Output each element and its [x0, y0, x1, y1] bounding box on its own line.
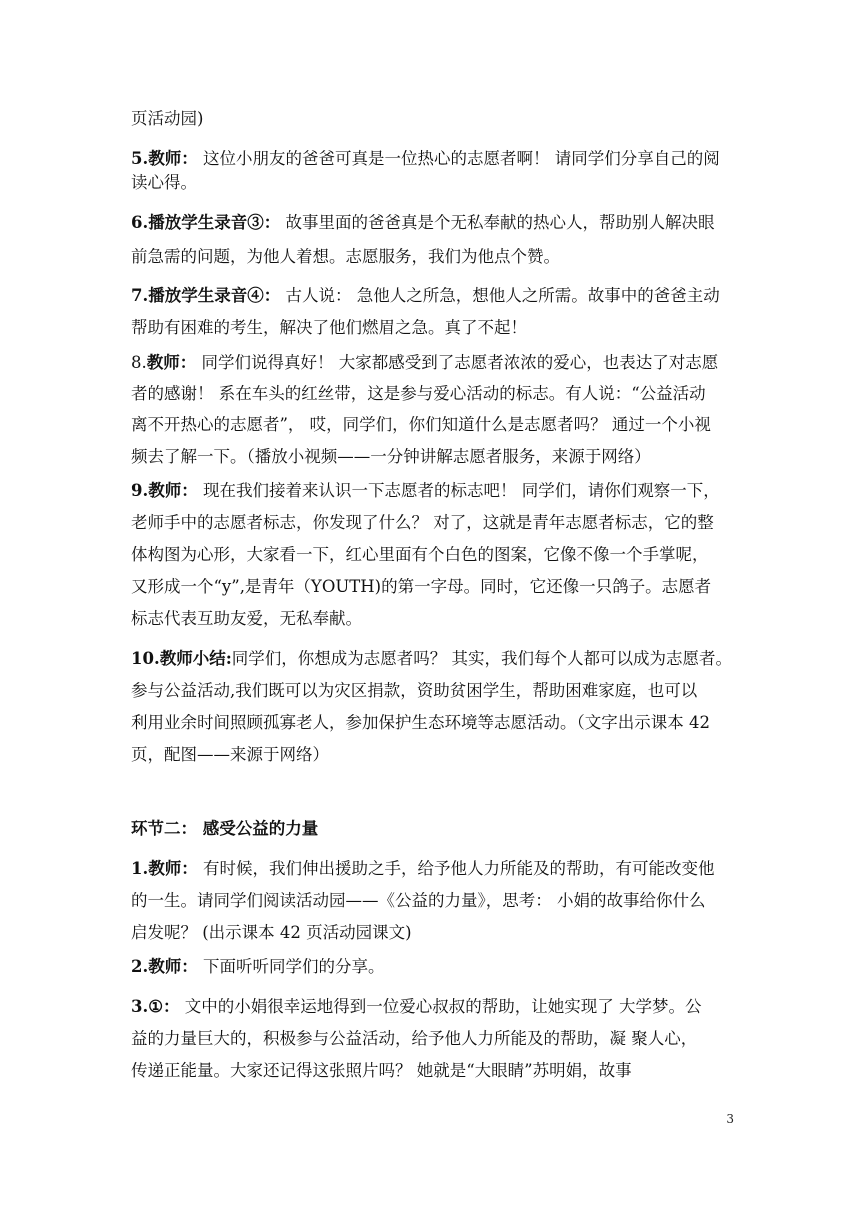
text-span: 老师手中的志愿者标志，你发现了什么？ 对了，这就是青年志愿者标志，它的整 — [131, 513, 714, 532]
text-line — [131, 996, 751, 1018]
text-line — [131, 172, 751, 194]
text-span: 频去了解一下。（播放小视频——一分钟讲解志愿者服务，来源于网络） — [131, 447, 651, 466]
text-line — [131, 680, 751, 702]
text-span: 前急需的问题，为他人着想。志愿服务，我们为他点个赞。 — [131, 247, 560, 266]
text-span: 益的力量巨大的，积极参与公益活动，给予他人力所能及的帮助，凝 聚人心， — [131, 1029, 698, 1048]
bold-label: 5.教师： — [131, 149, 198, 168]
text-span: 有时候，我们伸出援助之手，给予他人力所能及的帮助，有可能改变他 — [197, 859, 715, 878]
text-span: 又形成一个“y”,是青年（YOUTH)的第一字母。同时，它还像一只鸽子。志愿者 — [131, 577, 712, 596]
text-span: 读心得。 — [131, 173, 197, 192]
text-span: 页，配图——来源于网络） — [131, 745, 329, 764]
text-line — [131, 956, 751, 978]
text-span: 故事里面的爸爸真是个无私奉献的热心人，帮助别人解决眼 — [280, 213, 715, 232]
text-span: 8. — [131, 353, 147, 372]
text-span: 页活动园) — [131, 109, 204, 128]
text-span: 这位小朋友的爸爸可真是一位热心的志愿者啊！ 请同学们分享自己的阅 — [197, 149, 720, 168]
bold-label: 9.教师： — [131, 481, 198, 500]
text-line — [131, 148, 751, 170]
bold-label: 6.播放学生录音③： — [131, 213, 281, 232]
text-line — [131, 544, 751, 566]
text-line — [131, 512, 751, 534]
text-line — [131, 712, 751, 734]
text-line — [131, 858, 751, 880]
text-line — [131, 744, 751, 766]
text-span: 帮助有困难的考生，解决了他们燃眉之急。真了不起！ — [131, 318, 527, 337]
text-line — [131, 108, 751, 130]
text-line — [131, 246, 751, 268]
bold-label: 7.播放学生录音④： — [131, 286, 281, 305]
text-span: 同学们，你想成为志愿者吗？ 其实，我们每个人都可以成为志愿者。 — [231, 649, 733, 668]
text-span: 文中的小娟很幸运地得到一位爱心叔叔的帮助，让她实现了 大学梦。公 — [179, 997, 702, 1016]
text-span: 者的感谢！ 系在车头的红丝带，这是参与爱心活动的标志。有人说：“公益活动 — [131, 384, 706, 403]
text-span: 启发呢？ (出示课本 42 页活动园课文) — [131, 923, 412, 942]
text-span: 下面听听同学们的分享。 — [197, 957, 385, 976]
text-line — [131, 446, 751, 468]
bold-label: 10.教师小结: — [131, 649, 232, 668]
bold-label: 教师： — [146, 353, 197, 372]
text-span: 传递正能量。大家还记得这张照片吗？ 她就是“大眼睛”苏明娟，故事 — [131, 1061, 632, 1080]
text-line — [131, 1028, 751, 1050]
text-span: 离不开热心的志愿者”， 哎，同学们，你们知道什么是志愿者吗？ 通过一个小视 — [131, 415, 711, 434]
text-span: 现在我们接着来认识一下志愿者的标志吧！ 同学们，请你们观察一下， — [197, 481, 720, 500]
text-line — [131, 317, 751, 339]
text-line — [131, 890, 751, 912]
text-line — [131, 383, 751, 405]
text-line — [131, 414, 751, 436]
text-line — [131, 818, 751, 840]
bold-label: 环节二： 感受公益的力量 — [131, 819, 319, 838]
bold-label: 3.①： — [131, 997, 180, 1016]
text-span: 古人说： 急他人之所急，想他人之所需。故事中的爸爸主动 — [280, 286, 720, 305]
text-span: 同学们说得真好！ 大家都感受到了志愿者浓浓的爱心，也表达了对志愿 — [196, 353, 719, 372]
page-number: 3 — [726, 1112, 734, 1126]
text-line — [131, 212, 751, 234]
text-span: 的一生。请同学们阅读活动园——《公益的力量》，思考： 小娟的故事给你什么 — [131, 891, 706, 910]
text-line — [131, 1060, 751, 1082]
text-line — [131, 352, 751, 374]
text-span: 利用业余时间照顾孤寡老人，参加保护生态环境等志愿活动。（文字出示课本 42 — [131, 713, 710, 732]
text-line — [131, 922, 751, 944]
text-line — [131, 648, 751, 670]
text-span: 体构图为心形，大家看一下，红心里面有个白色的图案，它像不像一个手掌呢， — [131, 545, 709, 564]
text-span: 标志代表互助友爱，无私奉献。 — [131, 609, 362, 628]
text-line — [131, 285, 751, 307]
bold-label: 2.教师： — [131, 957, 198, 976]
text-line — [131, 608, 751, 630]
bold-label: 1.教师： — [131, 859, 198, 878]
text-line — [131, 576, 751, 598]
text-span: 参与公益活动,我们既可以为灾区捐款，资助贫困学生，帮助困难家庭，也可以 — [131, 681, 698, 700]
text-line — [131, 480, 751, 502]
